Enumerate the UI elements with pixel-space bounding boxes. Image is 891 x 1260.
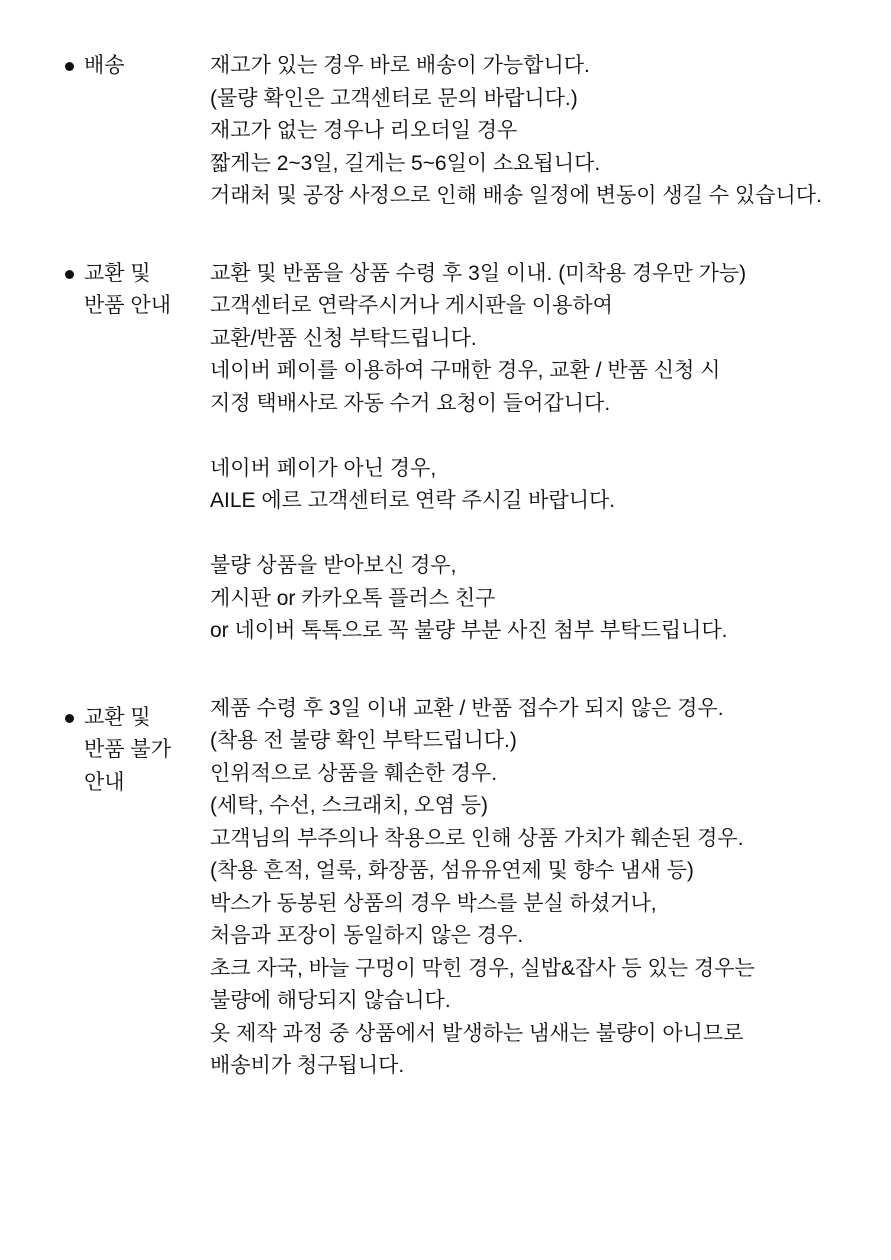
policy-text-line: 인위적으로 상품을 훼손한 경우. — [210, 761, 498, 785]
section-label-exchange-return — [64, 258, 210, 323]
policy-text-line: 고객님의 부주의나 착용으로 인해 상품 가치가 훼손된 경우. — [210, 826, 744, 850]
policy-text-line: 옷 제작 과정 중 상품에서 발생하는 냄새는 불량이 아니므로 — [210, 1021, 744, 1045]
policy-text-line: 네이버 페이를 이용하여 구매한 경우, 교환 / 반품 신청 시 — [210, 359, 721, 382]
section-label-line: 반품 불가 — [84, 738, 171, 761]
section-label-line: 반품 안내 — [84, 294, 171, 317]
policy-section-shipping — [64, 50, 881, 213]
bullet-icon — [65, 714, 74, 723]
section-label-line: 교환 및 — [84, 705, 151, 729]
policy-text-line: 고객센터로 연락주시거나 게시판을 이용하여 — [210, 294, 613, 317]
section-body-return-restrictions — [210, 693, 881, 1083]
section-label-line: 교환 및 — [84, 261, 151, 285]
policy-text-line: 박스가 동봉된 상품의 경우 박스를 분실 하셨거나, — [210, 891, 657, 915]
section-body-exchange-return — [210, 258, 881, 648]
bullet-icon — [65, 270, 74, 279]
policy-text-line: 불량에 해당되지 않습니다. — [210, 989, 451, 1012]
policy-text-line: 지정 택배사로 자동 수거 요청이 들어갑니다. — [210, 391, 611, 415]
bullet-icon — [65, 62, 74, 71]
section-label-shipping — [64, 50, 210, 83]
policy-text-line: 배송비가 청구됩니다. — [210, 1054, 405, 1077]
policy-text-line: (착용 전 불량 확인 부탁드립니다.) — [210, 729, 517, 752]
policy-text-line: AILE 에르 고객센터로 연락 주시길 바랍니다. — [210, 489, 616, 512]
policy-text-line: 교환/반품 신청 부탁드립니다. — [210, 326, 477, 350]
policy-text-line: 제품 수령 후 3일 이내 교환 / 반품 접수가 되지 않은 경우. — [210, 696, 724, 720]
section-label-line: 배송 — [84, 54, 125, 77]
policy-text-line: 게시판 or 카카오톡 플러스 친구 — [210, 586, 496, 610]
section-label-return-restrictions — [64, 693, 210, 800]
policy-text-line: 네이버 페이가 아닌 경우, — [210, 456, 437, 480]
policy-text-line: 재고가 없는 경우나 리오더일 경우 — [210, 119, 518, 142]
policy-section-return-restrictions — [64, 693, 881, 1083]
policy-text-line: 재고가 있는 경우 바로 배송이 가능합니다. — [210, 54, 590, 77]
policy-text-line: 짧게는 2~3일, 길게는 5~6일이 소요됩니다. — [210, 151, 601, 175]
policy-text-line: (착용 흔적, 얼룩, 화장품, 섬유유연제 및 향수 냄새 등) — [210, 859, 694, 882]
policy-text-line: (세탁, 수선, 스크래치, 오염 등) — [210, 794, 488, 817]
policy-text-line: (물량 확인은 고객센터로 문의 바랍니다.) — [210, 86, 578, 110]
section-label-line: 안내 — [84, 770, 125, 794]
policy-section-exchange-return — [64, 258, 881, 648]
policy-text-line-blank — [210, 420, 881, 453]
policy-text-line: 처음과 포장이 동일하지 않은 경우. — [210, 924, 524, 947]
policy-text-line-blank — [210, 518, 881, 551]
section-body-shipping — [210, 50, 881, 213]
policy-text-line: 불량 상품을 받아보신 경우, — [210, 554, 457, 577]
policy-text-line: 거래처 및 공장 사정으로 인해 배송 일정에 변동이 생길 수 있습니다. — [210, 184, 822, 207]
policy-text-line: or 네이버 톡톡으로 꼭 불량 부분 사진 첨부 부탁드립니다. — [210, 619, 728, 642]
policy-text-line: 교환 및 반품을 상품 수령 후 3일 이내. (미착용 경우만 가능) — [210, 261, 747, 285]
policy-text-line: 초크 자국, 바늘 구멍이 막힌 경우, 실밥&잡사 등 있는 경우는 — [210, 956, 755, 980]
